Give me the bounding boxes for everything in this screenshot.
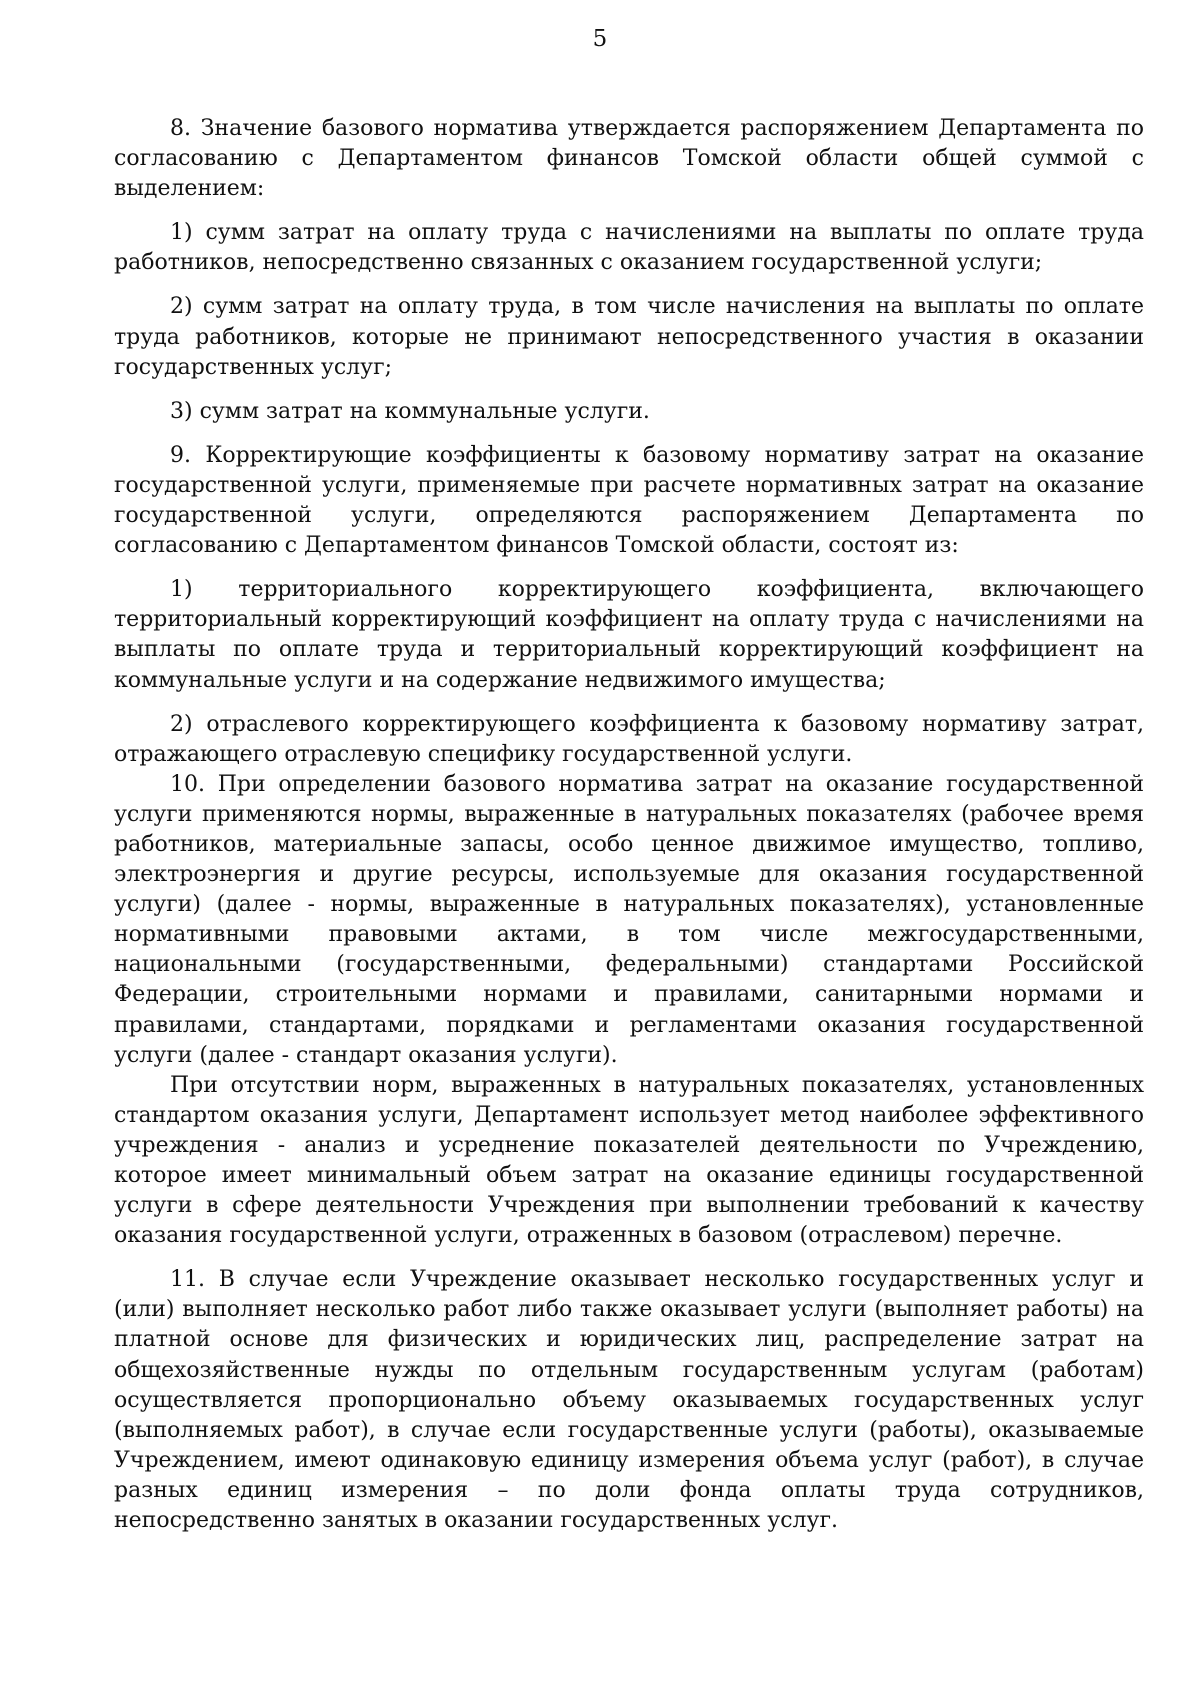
paragraph-9-item-2: 2) отраслевого корректирующего коэффициента к базовому нормативу затрат, отражающего отраслевую специфику государственной услуги. bbox=[114, 711, 1144, 767]
page-number: 5 bbox=[592, 26, 608, 52]
paragraph-11: 11. В случае если Учреждение оказывает несколько государственных услуг и (или) выполняет несколько работ либо также оказывает услуги (выполняет работы) на платной основе для физических и юридических лиц, распределение затрат на общехозяйственные нужды по отдельным государственным услугам (работам) осуществляется пропорционально объему оказываемых государственных услуг (выполняемых работ), в случае если государственные услуги (работы), оказываемые Учреждением, имеют одинаковую единицу измерения объема услуг (работ), в случае разных единиц измерения – по доли фонда оплаты труда сотрудников, непосредственно занятых в оказании государственных услуг. bbox=[114, 1267, 1144, 1534]
paragraph-8-item-2: 2) сумм затрат на оплату труда, в том числе начисления на выплаты по оплате труда работников, которые не принимают непосредственного участия в оказании государственных услуг; bbox=[114, 294, 1144, 380]
paragraph-9-item-1: 1) территориального корректирующего коэффициента, включающего территориальный корректирующий коэффициент на оплату труда с начислениями на выплаты по оплате труда и территориальный корректирующий коэффициент на коммунальные услуги и на содержание недвижимого имущества; bbox=[114, 577, 1144, 693]
paragraph-8-item-1: 1) сумм затрат на оплату труда с начислениями на выплаты по оплате труда работников, непосредственно связанных с оказанием государственной услуги; bbox=[114, 220, 1144, 276]
paragraph-9: 9. Корректирующие коэффициенты к базовому нормативу затрат на оказание государственной услуги, применяемые при расчете нормативных затрат на оказание государственной услуги, определяются распоряжением Департамента по согласованию с Департаментом финансов Томской области, состоят из: bbox=[114, 442, 1144, 559]
paragraph-10-continuation: При отсутствии норм, выраженных в натуральных показателях, установленных стандартом оказания услуги, Департамент использует метод наиболее эффективного учреждения - анализ и усреднение показателей деятельности по Учреждению, которое имеет минимальный объем затрат на оказание единицы государственной услуги в сфере деятельности Учреждения при выполнении требований к качеству оказания государственной услуги, отраженных в базовом (отраслевом) перечне. bbox=[114, 1072, 1144, 1249]
document-body bbox=[114, 114, 1144, 1536]
paragraph-8-item-3: 3) сумм затрат на коммунальные услуги. bbox=[170, 398, 650, 424]
paragraph-10: 10. При определении базового норматива затрат на оказание государственной услуги применяются нормы, выраженные в натуральных показателях (рабочее время работников, материальные запасы, особо ценное движимое имущество, топливо, электроэнергия и другие ресурсы, используемые для оказания государственной услуги) (далее - нормы, выраженные в натуральных показателях), установленные нормативными правовыми актами, в том числе межгосударственными, национальными (государственными, федеральными) стандартами Российской Федерации, строительными нормами и правилами, санитарными нормами и правилами, стандартами, порядками и регламентами оказания государственной услуги (далее - стандарт оказания услуги). bbox=[114, 771, 1144, 1068]
paragraph-8: 8. Значение базового норматива утверждается распоряжением Департамента по согласованию с Департаментом финансов Томской области общей суммой с выделением: bbox=[114, 116, 1144, 202]
